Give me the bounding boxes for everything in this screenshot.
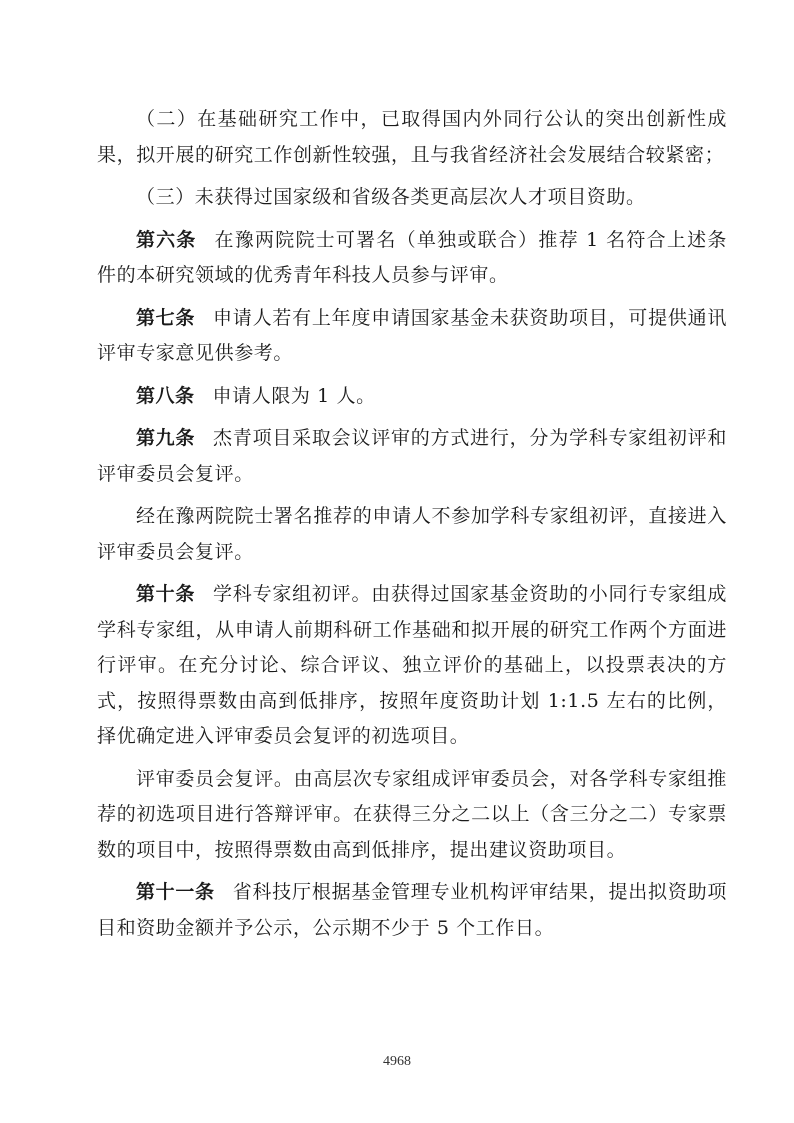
article-number: 第六条 <box>136 228 197 251</box>
paragraph-criterion-3 <box>97 180 727 216</box>
article-11 <box>97 875 727 946</box>
paragraph-text: 省科技厅根据基金管理专业机构评审结果，提出拟资助项目和资助金额并予公示，公示期不少于 5 个工作日。 <box>97 881 727 939</box>
article-number: 第十一条 <box>136 881 215 903</box>
paragraph-text: （三）未获得过国家级和省级各类更高层次人才项目资助。 <box>136 186 646 208</box>
article-number: 第七条 <box>136 306 196 329</box>
page-number: 4968 <box>383 1054 411 1069</box>
article-8 <box>97 379 727 415</box>
paragraph-committee-review <box>97 762 727 869</box>
paragraph-text: 申请人若有上年度申请国家基金未获资助项目，可提供通讯评审专家意见供参考。 <box>97 306 727 364</box>
paragraph-academician-recommendation <box>97 499 727 570</box>
paragraph-text: 在豫两院院士可署名（单独或联合）推荐 1 名符合上述条件的本研究领域的优秀青年科技人员参与评审。 <box>97 228 727 286</box>
article-6 <box>97 223 727 294</box>
document-body <box>97 102 727 953</box>
paragraph-text: 杰青项目采取会议评审的方式进行，分为学科专家组初评和评审委员会复评。 <box>97 427 727 485</box>
paragraph-text: 申请人限为 1 人。 <box>212 384 376 407</box>
article-10 <box>97 577 727 755</box>
article-9 <box>97 421 727 492</box>
article-7 <box>97 301 727 372</box>
paragraph-text: （二）在基础研究工作中，已取得国内外同行公认的突出创新性成果，拟开展的研究工作创新性较强，且与我省经济社会发展结合较紧密； <box>97 108 727 166</box>
paragraph-text: 学科专家组初评。由获得过国家基金资助的小同行专家组成学科专家组，从申请人前期科研工作基础和拟开展的研究工作两个方面进行评审。在充分讨论、综合评议、独立评价的基础上，以投票表决的方式，按照得票数由高到低排序，按照年度资助计划 1:1.5 左右的比例，择优确定进入评审委员会复评的初选项目。 <box>97 583 727 747</box>
paragraph-text: 经在豫两院院士署名推荐的申请人不参加学科专家组初评，直接进入评审委员会复评。 <box>97 505 727 563</box>
article-number: 第十条 <box>136 583 196 605</box>
paragraph-criterion-2 <box>97 102 727 173</box>
article-number: 第九条 <box>136 427 196 449</box>
article-number: 第八条 <box>136 384 195 407</box>
paragraph-text: 评审委员会复评。由高层次专家组成评审委员会，对各学科专家组推荐的初选项目进行答辩评审。在获得三分之二以上（含三分之二）专家票数的项目中，按照得票数由高到低排序，提出建议资助项目。 <box>97 767 727 861</box>
